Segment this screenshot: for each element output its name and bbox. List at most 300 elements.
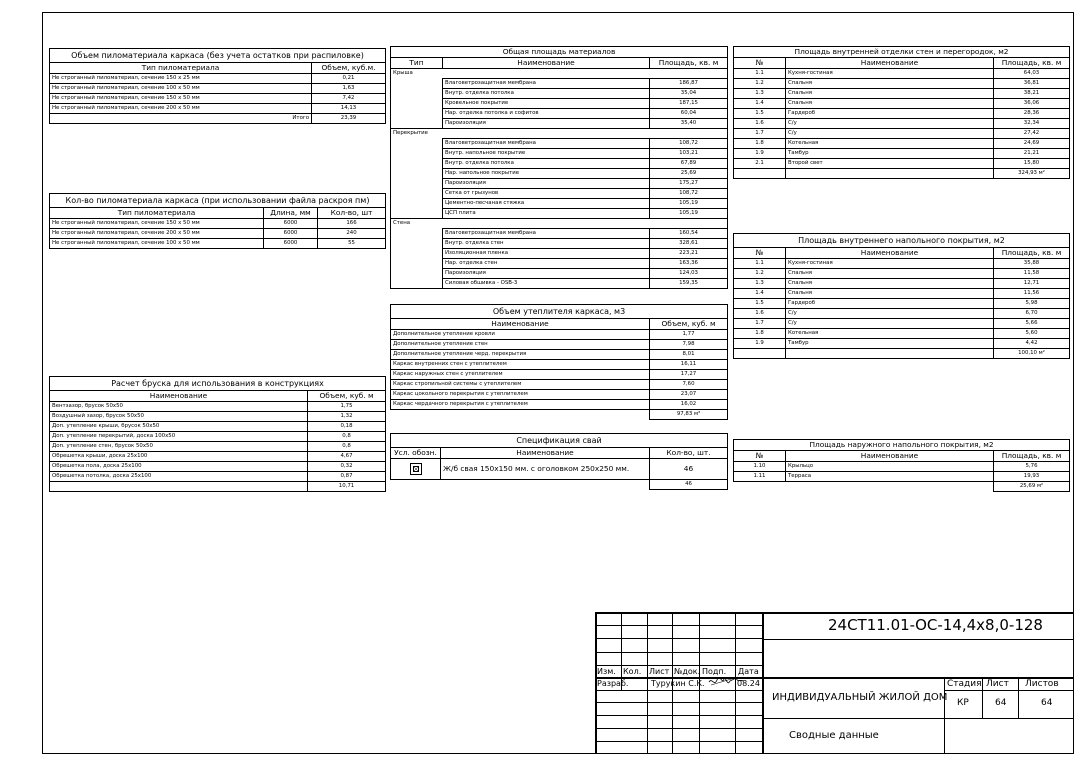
wall-finish-title: Площадь внутренней отделки стен и перегородок, м2 [734,47,1070,58]
table-row [391,79,728,89]
cell-number: 1.7 [734,319,786,329]
cell-number: 1.11 [734,472,786,482]
cell-number: 1.9 [734,339,786,349]
col-podp: Подп. [702,667,727,676]
cell-number: 1.2 [734,79,786,89]
table-row [50,422,386,432]
total-label: Итого [50,114,312,124]
cell-name: С/у [786,309,994,319]
header-lumber-type: Тип пиломатериала [50,63,312,74]
stage-value: КР [957,698,969,708]
cell-value: 1,75 [308,402,386,412]
header-volume: Объем, куб.м. [312,63,386,74]
lumber-count-title: Кол-во пиломатериала каркаса (при использовании файла раскроя пм) [50,194,386,208]
document-code: 24СТ11.01-ОС-14,4х8,0-128 [828,616,1043,634]
table-row [734,129,1070,139]
table-row [391,189,728,199]
cell-value: 1,63 [312,84,386,94]
total-value: 10,71 [308,482,386,492]
header-number: № [734,248,786,259]
group-row-roof [391,69,728,79]
cell-name: Внутр. отделка потолка [443,159,650,169]
table-row [50,432,386,442]
cell-value: 5,66 [994,319,1070,329]
cell-value: 124,03 [650,269,728,279]
header-count: Кол-во, шт [318,208,386,219]
cell-name: Не строганный пиломатериал, сечение 150 x 25 мм [50,74,312,84]
cell-value: 16,02 [650,400,728,410]
cell-name: С/у [786,129,994,139]
table-row [391,209,728,219]
cell-number: 1.6 [734,119,786,129]
cell-value: 36,06 [994,99,1070,109]
table-row [391,279,728,289]
header-count: Кол-во, шт. [650,448,728,459]
table-row [734,269,1070,279]
header-number: № [734,451,786,462]
cell-value: 12,71 [994,279,1070,289]
cell-name: Гардероб [786,299,994,309]
table-row [734,339,1070,349]
cell-value: 0,87 [308,472,386,482]
cell-name: Цементно-песчаная стяжка [443,199,650,209]
header-name: Наименование [786,451,994,462]
materials-area-table [390,46,728,289]
cell-count: 55 [318,239,386,249]
total-row [50,482,386,492]
header-lumber-type: Тип пиломатериала [50,208,264,219]
beam-calc-title: Расчет бруска для использования в конструкциях [50,377,386,391]
cell-value: 108,72 [650,139,728,149]
group-row-wall [391,219,728,229]
cell-value: 0,32 [308,462,386,472]
cell-number: 1.5 [734,109,786,119]
cell-value: 4,67 [308,452,386,462]
cell-value: 7,98 [650,340,728,350]
pile-symbol-icon [410,463,422,475]
cell-length: 6000 [264,219,318,229]
cell-number: 1.8 [734,139,786,149]
table-row [391,370,728,380]
cell-name: Гардероб [786,109,994,119]
cell-value: 105,19 [650,199,728,209]
date-value: 08.24 [737,679,760,688]
materials-area-title: Общая площадь материалов [391,47,728,58]
cell-name: Спальня [786,279,994,289]
cell-name: Дополнительное утепление кровли [391,330,650,340]
cell-name: Спальня [786,269,994,279]
cell-value: 36,81 [994,79,1070,89]
cell-name: Каркас стропильной системы с утеплителем [391,380,650,390]
cell-name: Воздушный зазор, брусок 50x50 [50,412,308,422]
cell-value: 23,07 [650,390,728,400]
cell-name: Дополнительное утепление стен [391,340,650,350]
cell-value: 7,60 [650,380,728,390]
cell-value: 11,58 [994,269,1070,279]
header-volume: Объем, куб. м [308,391,386,402]
table-row [734,472,1070,482]
cell-number: 1.3 [734,279,786,289]
cell-number: 1.4 [734,99,786,109]
cell-value: 328,61 [650,239,728,249]
sheet-label: Лист [986,679,1009,689]
total-row [391,410,728,420]
table-row [734,89,1070,99]
cell-number: 1.1 [734,69,786,79]
object-name: ИНДИВИДУАЛЬНЫЙ ЖИЛОЙ ДОМ [772,692,948,703]
piles-title: Спецификация свай [391,434,728,448]
total-value: 324,93 м² [994,169,1070,179]
cell-name: Спальня [786,89,994,99]
header-area: Площадь, кв. м [994,248,1070,259]
piles-table [390,433,728,490]
cell-value: 5,60 [994,329,1070,339]
cell-value: 35,04 [650,89,728,99]
cell-value: 0,8 [308,432,386,442]
table-row [391,229,728,239]
cell-name: Кухня-гостиная [786,259,994,269]
group-row-floor [391,129,728,139]
outer-floor-title: Площадь наружного напольного покрытия, м2 [734,440,1070,451]
cell-value: 187,15 [650,99,728,109]
table-row [50,104,386,114]
insulation-title: Объем утеплителя каркаса, м3 [391,305,728,319]
stage-label: Стадия [947,679,982,689]
wall-finish-table [733,46,1070,179]
cell-name: Обрешетка крыши, доска 25x100 [50,452,308,462]
cell-name: Нар. напольное покрытие [443,169,650,179]
table-row [734,299,1070,309]
cell-value: 1,32 [308,412,386,422]
cell-number: 1.4 [734,289,786,299]
table-row [391,199,728,209]
table-row [391,390,728,400]
col-kol: Кол. [623,667,642,676]
cell-value: 46 [650,459,728,480]
header-area: Площадь, кв. м [994,451,1070,462]
sheets-label: Листов [1025,679,1059,689]
cell-name: Пароизоляция [443,179,650,189]
header-area: Площадь, кв. м [650,58,728,69]
total-value: 100,10 м² [994,349,1070,359]
table-row [391,179,728,189]
cell-number: 1.3 [734,89,786,99]
cell-number: 1.10 [734,462,786,472]
cell-name: Доп. утепление перекрытий, доска 100x50 [50,432,308,442]
outer-floor-table [733,439,1070,492]
total-value: 97,83 м³ [650,410,728,420]
header-name: Наименование [391,319,650,330]
total-value: 25,69 м² [994,482,1070,492]
cell-name: Влаговетрозащитная мембрана [443,139,650,149]
cell-value: 0,18 [308,422,386,432]
cell-value: 7,42 [312,94,386,104]
cell-name: Второй свет [786,159,994,169]
header-name: Наименование [786,248,994,259]
cell-name: Котельная [786,139,994,149]
table-row [391,249,728,259]
table-row [391,459,728,480]
cell-number: 1.7 [734,129,786,139]
table-row [391,380,728,390]
cell-name: Внутр. напольное покрытие [443,149,650,159]
table-row [734,279,1070,289]
table-row [391,400,728,410]
cell-name: Внутр. отделка стен [443,239,650,249]
cell-name: Каркас наружных стен с утеплителем [391,370,650,380]
table-row [734,99,1070,109]
beam-calc-table [49,376,386,492]
cell-name: Котельная [786,329,994,339]
cell-name: Доп. утепление крыши, брусок 50x50 [50,422,308,432]
cell-value: 67,89 [650,159,728,169]
total-row [734,169,1070,179]
header-name: Наименование [441,448,650,459]
cell-value: 105,19 [650,209,728,219]
cell-number: 1.8 [734,329,786,339]
cell-name: Силовая обшивка - OSB-3 [443,279,650,289]
group-label: Крыша [391,69,728,79]
table-row [391,139,728,149]
cell-name: Не строганный пиломатериал, сечение 200 x 50 мм [50,229,264,239]
table-row [391,99,728,109]
header-number: № [734,58,786,69]
title-block [595,612,1074,754]
cell-value: 28,36 [994,109,1070,119]
cell-name: Не строганный пиломатериал, сечение 200 x 50 мм [50,104,312,114]
cell-name: Изоляционная пленка [443,249,650,259]
table-row [50,94,386,104]
insulation-table [390,304,728,420]
cell-name: Дополнительное утепление черд. перекрытия [391,350,650,360]
cell-value: 163,36 [650,259,728,269]
total-row [391,480,728,490]
table-row [391,269,728,279]
cell-value: 1,77 [650,330,728,340]
cell-value: 35,88 [994,259,1070,269]
cell-name: Нар. отделка стен [443,259,650,269]
cell-value: 27,42 [994,129,1070,139]
table-row [391,350,728,360]
cell-name: Не строганный пиломатериал, сечение 150 x 50 мм [50,94,312,104]
total-row [734,349,1070,359]
cell-name: Кухня-гостиная [786,69,994,79]
cell-name: С/у [786,119,994,129]
cell-name: Крыльцо [786,462,994,472]
cell-length: 6000 [264,229,318,239]
cell-count: 166 [318,219,386,229]
table-row [734,119,1070,129]
table-row [734,159,1070,169]
cell-value: 160,54 [650,229,728,239]
sheet-value: 64 [995,698,1007,708]
table-row [734,79,1070,89]
cell-value: 4,42 [994,339,1070,349]
table-row [50,412,386,422]
cell-value: 175,27 [650,179,728,189]
cell-name: Тамбур [786,339,994,349]
table-row [391,149,728,159]
table-row [391,89,728,99]
cell-name: Не строганный пиломатериал, сечение 150 x 50 мм [50,219,264,229]
cell-name: Обрешетка пола, доска 25x100 [50,462,308,472]
table-row [391,239,728,249]
cell-name: Внутр. отделка потолка [443,89,650,99]
cell-value: 186,87 [650,79,728,89]
header-name: Наименование [50,391,308,402]
cell-length: 6000 [264,239,318,249]
cell-value: 60,04 [650,109,728,119]
cell-name: Не строганный пиломатериал, сечение 100 x 50 мм [50,84,312,94]
cell-number: 1.1 [734,259,786,269]
total-label-empty [50,482,308,492]
table-row [50,74,386,84]
cell-name: Обрешетка потолка, доска 25x100 [50,472,308,482]
col-ndok: №док. [674,667,701,676]
inner-floor-title: Площадь внутреннего напольного покрытия, м2 [734,234,1070,248]
table-row [734,329,1070,339]
cell-name: Не строганный пиломатериал, сечение 100 x 50 мм [50,239,264,249]
cell-value: 35,40 [650,119,728,129]
table-row [50,472,386,482]
cell-count: 240 [318,229,386,239]
col-izm: Изм. [597,667,616,676]
table-row [391,119,728,129]
cell-value: 5,76 [994,462,1070,472]
sheets-value: 64 [1041,698,1053,708]
cell-name: Пароизоляция [443,269,650,279]
header-name: Наименование [786,58,994,69]
header-name: Наименование [443,58,650,69]
table-row [734,109,1070,119]
cell-name: Пароизоляция [443,119,650,129]
inner-floor-table [733,233,1070,359]
cell-number: 1.6 [734,309,786,319]
table-row [50,84,386,94]
developer-name: Турукин С.К. [651,679,705,688]
cell-number: 1.2 [734,269,786,279]
table-row [391,259,728,269]
total-value: 46 [650,480,728,490]
table-row [391,109,728,119]
total-value: 23,39 [312,114,386,124]
pile-symbol-cell [391,459,441,480]
lumber-count-table [49,193,386,249]
cell-value: 24,69 [994,139,1070,149]
table-row [50,452,386,462]
cell-name: Спальня [786,79,994,89]
cell-value: 223,21 [650,249,728,259]
cell-name: Кровельное покрытие [443,99,650,109]
table-row [734,69,1070,79]
cell-name: Спальня [786,289,994,299]
table-row [50,462,386,472]
cell-name: Нар. отделка потолка и софитов [443,109,650,119]
cell-value: 103,21 [650,149,728,159]
header-volume: Объем, куб. м [650,319,728,330]
cell-name: Каркас цокольного перекрытия с утеплителем [391,390,650,400]
cell-value: 17,27 [650,370,728,380]
header-length: Длина, мм [264,208,318,219]
table-row [50,402,386,412]
total-row [734,482,1070,492]
signature-image [708,675,744,689]
cell-name: Сетка от грызунов [443,189,650,199]
table-row [391,360,728,370]
cell-value: 21,21 [994,149,1070,159]
col-data: Дата [738,667,759,676]
cell-value: 15,80 [994,159,1070,169]
total-row [50,114,386,124]
cell-name: Доп. утепление стен, брусок 50x50 [50,442,308,452]
cell-name: ЦСП плита [443,209,650,219]
cell-value: 5,98 [994,299,1070,309]
cell-value: 8,01 [650,350,728,360]
cell-number: 1.5 [734,299,786,309]
cell-name: С/у [786,319,994,329]
cell-value: 11,56 [994,289,1070,299]
cell-name: Влаговетрозащитная мембрана [443,229,650,239]
table-row [50,229,386,239]
table-row [50,442,386,452]
cell-value: 0,8 [308,442,386,452]
cell-value: 64,03 [994,69,1070,79]
table-row [391,169,728,179]
cell-value: 6,70 [994,309,1070,319]
cell-name: Терраса [786,472,994,482]
table-row [734,139,1070,149]
cell-value: 159,35 [650,279,728,289]
cell-name: Каркас чердачного перекрытия с утеплителем [391,400,650,410]
cell-value: 108,72 [650,189,728,199]
cell-name: Спальня [786,99,994,109]
cell-value: 25,69 [650,169,728,179]
cell-value: 38,21 [994,89,1070,99]
lumber-volume-table [49,48,386,124]
sheet-title: Сводные данные [789,730,879,741]
header-type: Тип [391,58,443,69]
table-row [734,149,1070,159]
table-row [734,319,1070,329]
lumber-volume-title: Объем пиломатериала каркаса (без учета остатков при распиловке) [50,49,386,63]
table-row [734,309,1070,319]
col-list: Лист [649,667,670,676]
cell-name: Вентзазор, брусок 50x50 [50,402,308,412]
table-row [391,330,728,340]
role-label: Разраб. [597,679,629,688]
table-row [734,462,1070,472]
cell-name: Тамбур [786,149,994,159]
table-row [50,239,386,249]
table-row [391,340,728,350]
cell-value: 16,11 [650,360,728,370]
table-row [734,289,1070,299]
cell-name: Влаговетрозащитная мембрана [443,79,650,89]
header-area: Площадь, кв. м [994,58,1070,69]
cell-value: 0,21 [312,74,386,84]
cell-value: 14,13 [312,104,386,114]
group-label: Перекрытие [391,129,728,139]
cell-name: Каркас внутренних стен с утеплителем [391,360,650,370]
cell-value: 32,34 [994,119,1070,129]
group-label: Стена [391,219,728,229]
table-row [734,259,1070,269]
cell-name: Ж/б свая 150x150 мм. с оголовком 250x250 мм. [441,459,650,480]
cell-value: 19,93 [994,472,1070,482]
header-symbol: Усл. обозн. [391,448,441,459]
table-row [391,159,728,169]
cell-number: 1.9 [734,149,786,159]
